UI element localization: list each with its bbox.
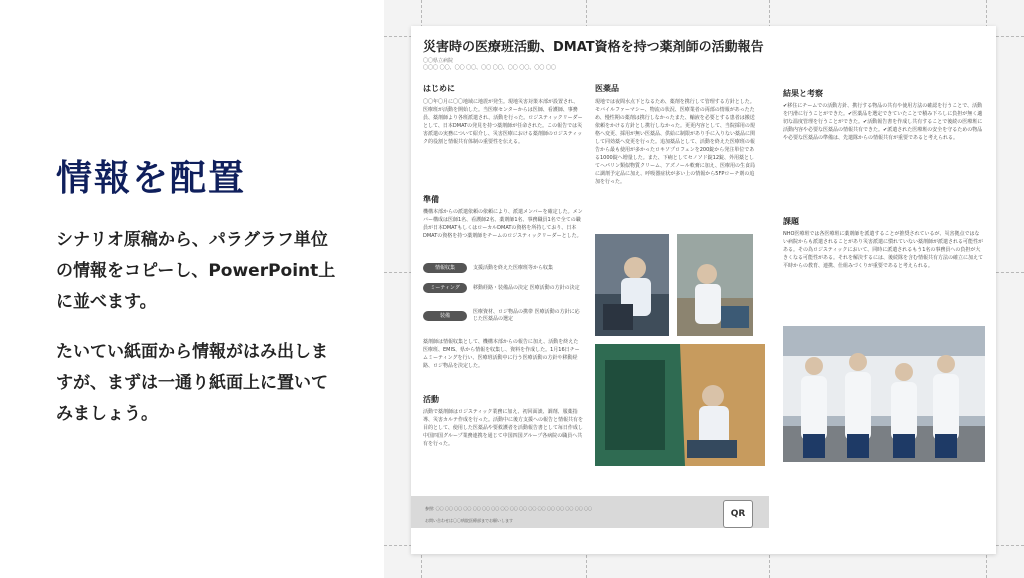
slide-paragraph-2: たいてい紙面から情報がはみ出しますが、まずは一通り紙面上に置いてみましょう。 [56,342,328,424]
tag-info-collection: 情報収集 [423,263,467,273]
poster-affiliation: 〇〇県立病院 [423,58,454,64]
photo-pharmacist-supplies [677,234,753,336]
tag-equipment: 装備 [423,311,467,321]
slide-paragraph-1: シナリオ原稿から、パラグラフ単位の情報をコピーし、PowerPoint上に並べます。 [56,230,336,312]
poster-footer [411,496,769,528]
photo-pharmacist-boxes [595,234,669,336]
section-heading-intro: はじめに [423,84,455,93]
prep-tag-row [423,310,583,322]
section-body-prep-note: 薬剤師は情報収集として、機構本部からの報告に加え、活動を終えた医療班、EMIS、県から情報を収集し、資料を作成した。1月16日チームミーティングを行い、医療班活動中に行う医療活動の方針や移動経路、ロジ物品を決定した。 [423,339,580,369]
qr-code-placeholder: QR [723,500,753,528]
section-body-prep: 機構本部からの派遣依頼の依頼により、派遣メンバーを確定した。メンバー構成は医師1名、看護師2名、薬剤師1名、事務職員1名で全ての職員が日本DMATもしくはローカルDMATの資格を所持しており、日本DMATの資格を持つ薬剤師をチームのロジスティックリーダーとした。 [423,209,583,239]
poster-authors [423,58,556,72]
poster-author-list: 〇〇〇 〇〇、〇〇 〇〇、〇〇 〇〇、〇〇 〇〇、〇〇 〇〇 [423,65,556,71]
tag-text: 医療資材、ロジ物品の携帯 医療活動の方針に応じた医薬品の選定 [473,309,580,322]
footer-references: 参照: 〇〇 〇〇 〇〇 〇〇 〇〇 〇〇 〇〇 〇〇 〇〇 〇〇 〇〇 〇〇 〇〇 〇〇 〇〇 〇〇 〇〇 [425,506,592,511]
section-heading-activity: 活動 [423,395,439,404]
tag-meeting: ミーティング [423,283,467,293]
section-heading-issues: 課題 [783,217,799,226]
poster-title: 災害時の医療班活動、DMAT資格を持つ薬剤師の活動報告 [423,40,764,55]
photo-tent-treatment [595,344,765,466]
photo-dmat-team [783,326,985,462]
section-heading-prep: 準備 [423,195,439,204]
section-heading-results: 結果と考察 [783,89,823,98]
prep-tag-row [423,262,553,274]
section-body-results: ✔移住にチームでの活動方針、携行する物品の共有や使用方法の確認を行うことで、活動を円滑に行うことができた。✔医薬品を選定できていたことで積み下ろしに負担が無く適切な温度管理を行うことができた。✔活動報告書を作成し共有することで後続の医療班に活動内容や必要な医薬品の情報共有できた。✔派遣された医療班の安全を守るための物品や必要な医薬品の準備は、先遣隊からの情報共有が重要であると考えられる。 [783,103,983,141]
section-body-issues: NHO医療班では各医療班に薬剤師を派遣することが推奨されているが、災害拠点ではない病院からも派遣されることがあり災害派遣に慣れていない薬剤師が派遣される可能性がある。その為ロジスティックにおいて、同時に派遣されるもう1名の事務員への負担が大きくなる可能性がある。それを解決するには、後続隊を含む情報共有方法の確立に加えて平時からの教育、連携、仕組みづくりが重要であると考えられる。 [783,231,983,269]
footer-contact: お問い合わせは〇〇病院医療部までお願いします [425,518,513,523]
slide-text-panel [0,0,384,578]
poster-page[interactable] [411,26,996,554]
section-body-intro: 〇〇年〇月に〇〇地域に地震が発生。現地災害対策本部が設置され、医療班が活動を開始した。当医療センターからは医師、看護師、事務員、薬剤師より各班派遣され、活動を行った。ロジスティックリーダーとして、日本DMATの発見を持つ薬剤師が任命された。この報告では災害派遣の実務について紹介し、災害医療における薬剤師のロジスティック的役割と情報共有体制の重要性を伝える。 [423,99,583,145]
prep-tag-row [423,282,583,294]
section-body-medicine: 現地では夜間水点下となるため、薬剤を携行して管理する方針とした。モバイルファーマシー、物流の状況、医療業者の両部の情報があったため、慢性期の薬剤は携行しなかったまた、輸液を必要とする患者は搬送依頼をかける方針とし携行しなかった。更更内容として、当院採用の規格へ変更、採用が無い医薬品、供給に制限があり手に入りない薬品に関して同効薬へ変更を行った。追加薬品として、活動を終えた医療班の報告から最も使用が多かったロキソプロフェンを200錠から発注単位である1000錠へ増量した。また、下痢としてセノソド錠12錠、外用薬としてヘパリン類似物質クリーム、アズノール軟膏に加え、医療用の生食局に調剤予定品に加え、呼吸器症状が多い上の情報から5FPローチ剤の追加を行った。 [595,99,755,185]
slide-heading: 情報を配置 [56,158,247,199]
tag-text: 支援活動を終えた医療班等から収集 [473,264,554,271]
tag-text: 移動経路・装備品の決定 医療活動の方針の決定 [473,284,580,291]
section-heading-medicine: 医薬品 [595,84,619,93]
section-body-activity: 活動で薬剤師はロジスティック業務に加え、初回面談、調剤、服薬指導、災害カルテ作成を行った。活動中に後方支援への報告と情報共有を目的として、使用した医薬品や要救護者を活動報告書として毎日作成し中国四国グループ業務連携を通じて中国四国グループ各病院の職員へ共有を行った。 [423,409,583,447]
